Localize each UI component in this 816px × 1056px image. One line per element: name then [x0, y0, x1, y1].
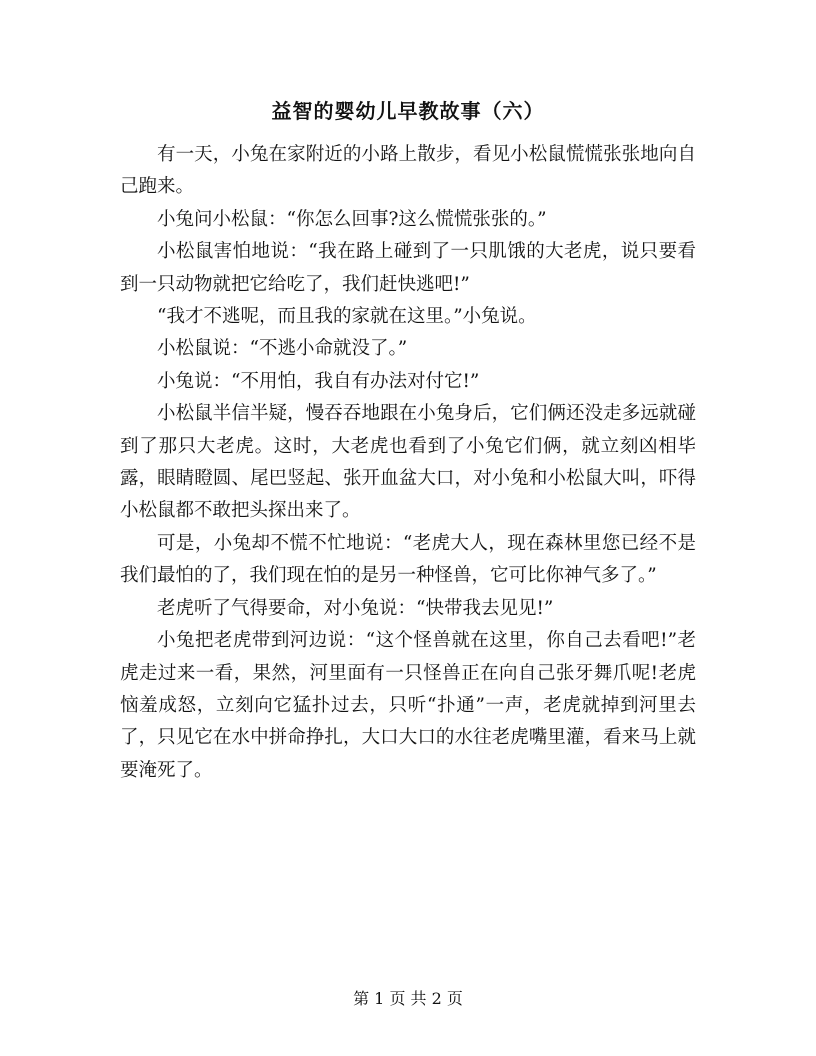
paragraph: 有一天，小兔在家附近的小路上散步，看见小松鼠慌慌张张地向自己跑来。 [120, 144, 696, 198]
paragraph: 小松鼠害怕地说：“我在路上碰到了一只肌饿的大老虎，说只要看到一只动物就把它给吃了，我们赶快逃吧!” [120, 241, 696, 295]
paragraph: 小兔说：“不用怕，我自有办法对付它!” [157, 370, 480, 392]
page-number-footer: 第 1 页 共 2 页 [353, 989, 463, 1008]
paragraph: 小兔问小松鼠：“你怎么回事?这么慌慌张张的。” [157, 208, 547, 230]
document-body [120, 139, 696, 787]
document-title: 益智的婴幼儿早教故事（六） [271, 99, 545, 123]
paragraph: “我才不逃呢，而且我的家就在这里。”小兔说。 [157, 306, 537, 328]
paragraph: 小兔把老虎带到河边说：“这个怪兽就在这里，你自己去看吧!”老虎走过来一看，果然，河里面有一只怪兽正在向自己张牙舞爪呢!老虎恼羞成怒，立刻向它猛扑过去，只听“扑通”一声，老虎就掉到河里去了，只见它在水中拼命挣扎，大口大口的水往老虎嘴里灌，看来马上就要淹死了。 [120, 630, 696, 781]
paragraph: 小松鼠说：“不逃小命就没了。” [157, 338, 408, 360]
paragraph: 老虎听了气得要命，对小兔说：“快带我去见见!” [157, 597, 554, 619]
paragraph: 小松鼠半信半疑，慢吞吞地跟在小兔身后，它们俩还没走多远就碰到了那只大老虎。这时，大老虎也看到了小兔它们俩，就立刻凶相毕露，眼睛瞪圆、尾巴竖起、张开血盆大口，对小兔和小松鼠大叫，吓得小松鼠都不敢把头探出来了。 [120, 403, 696, 522]
paragraph: 可是，小兔却不慌不忙地说：“老虎大人，现在森林里您已经不是我们最怕的了，我们现在怕的是另一种怪兽，它可比你神气多了。” [120, 532, 696, 587]
